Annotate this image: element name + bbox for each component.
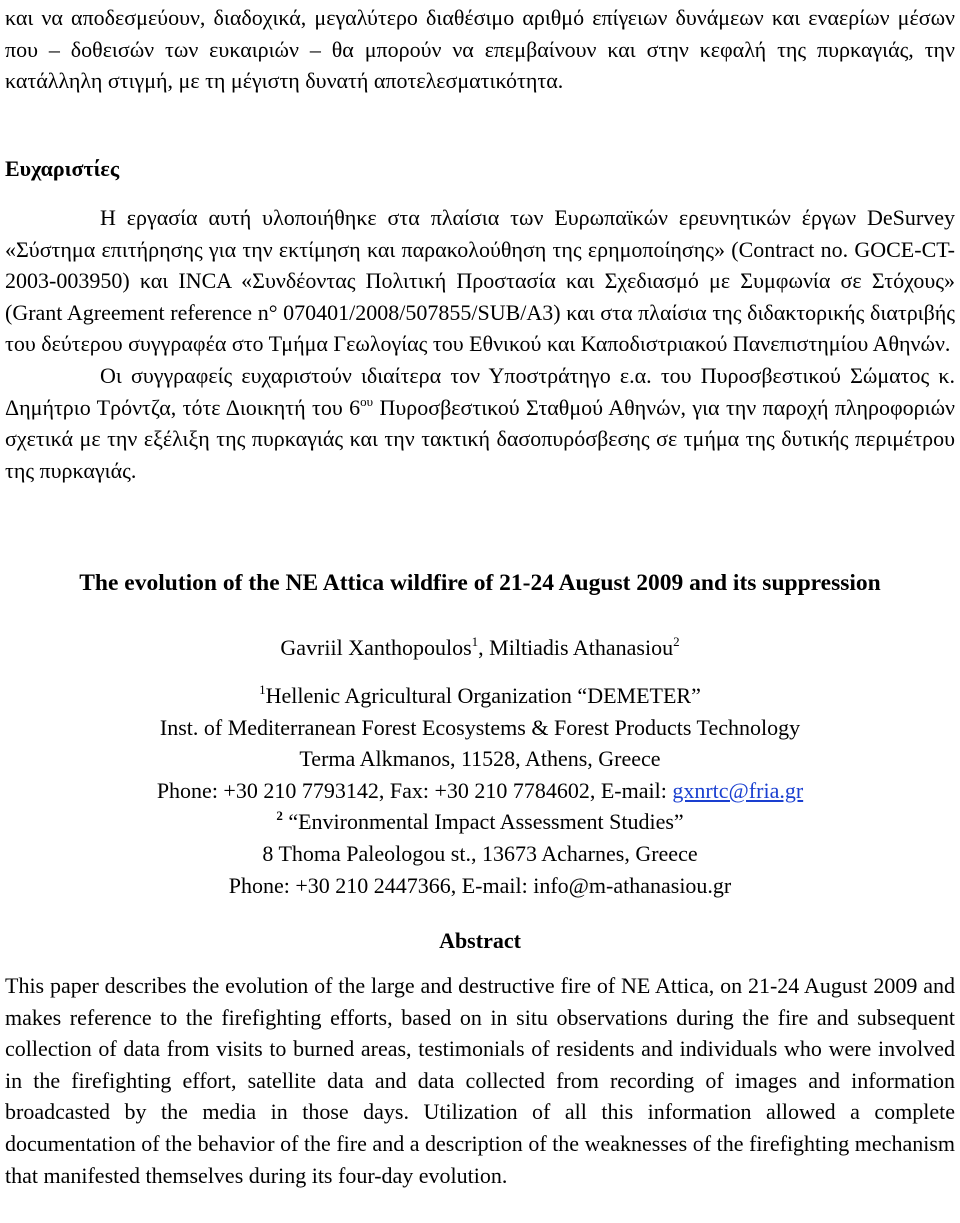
affiliation-1-email-link[interactable]: gxnrtc@fria.gr	[672, 777, 804, 803]
author-separator: ,	[478, 635, 490, 660]
affiliation-1-org	[5, 680, 955, 712]
author-1-sup: 1	[471, 634, 479, 649]
authors	[5, 632, 955, 664]
abstract-paragraph: This paper describes the evolution of the large and destructive fire of NE Attica, on 21-24 August 2009 and makes reference to the firefighting efforts, based on in situ observations during the fire and subsequent collection of data from visits to burned areas, testimonials of residents and individuals who were involved in the firefighting effort, satellite data and data collected from recording of images and information broadcasted by the media in those days. Utilization of all this information allowed a complete documentation of the behavior of the fire and a description of the weaknesses of the firefighting mechanism that manifested themselves during its four-day evolution.	[5, 973, 955, 1188]
affiliation-2-sup: 2	[276, 808, 283, 824]
affiliations-block	[5, 680, 955, 901]
greek-intro-paragraph: και να αποδεσμεύουν, διαδοχικά, μεγαλύτερο διαθέσιμο αριθμό επίγειων δυνάμεων και εναερίων μέσων που – δοθεισών των ευκαιριών – θα μπορούν να επεμβαίνουν και στην κεφαλή της πυρκαγιάς, την κατάλληλη στιγμή, με τη μέγιστη δυνατή αποτελεσματικότητα.	[5, 5, 955, 94]
authors-line	[5, 632, 955, 664]
author-2: Miltiadis Athanasiou	[489, 635, 674, 660]
acknowledgements-paragraph-2	[5, 360, 955, 486]
affiliation-2-address: 8 Thoma Paleologou st., 13673 Acharnes, Greece	[262, 840, 698, 866]
affiliation-2-contact: Phone: +30 210 2447366, E-mail: info@m-athanasiou.gr	[228, 872, 732, 898]
ack-p2-text-end: Πυροσβεστικού Σταθμού Αθηνών, για την παροχή πληροφοριών σχετικά με την εξέλιξη της πυρκαγιάς και την τακτική δασοπυρόσβεσης σε τμήμα της δυτικής περιμέτρου της πυρκαγιάς.	[5, 394, 956, 483]
ack-p2-text-start: Οι συγγραφείς ευχαριστούν ιδιαίτερα τον Υποστράτηγο ε.α. του Πυροσβεστικού Σώματος κ. Δημήτριο Τρόντζα, τότε Διοικητή του 6	[5, 362, 955, 420]
author-2-sup: 2	[673, 634, 680, 649]
affiliation-1-org-text: Hellenic Agricultural Organization “DEMETER”	[265, 683, 701, 708]
acknowledgements-paragraph-1: Η εργασία αυτή υλοποιήθηκε στα πλαίσια των Ευρωπαϊκών ερευνητικών έργων DeSurvey «Σύστημα επιτήρησης για την εκτίμηση και παρακολούθηση της ερημοποίησης» (Contract no. GOCE-CT-2003-003950) και INCA «Συνδέοντας Πολιτική Προστασία και Σχεδιασμό με Συμφωνία σε Στόχους» (Grant Agreement reference n° 070401/2008/507855/SUB/A3) και στα πλαίσια της διδακτορικής διατριβής του δεύτερου συγγραφέα στο Τμήμα Γεωλογίας του Εθνικού και Καποδιστριακού Πανεπιστημίου Αθηνών.	[5, 205, 955, 357]
paper-title: The evolution of the NE Attica wildfire of 21-24 August 2009 and its suppression	[79, 570, 881, 596]
abstract-heading: Abstract	[439, 928, 521, 953]
affiliation-1-address: Terma Alkmanos, 11528, Athens, Greece	[299, 746, 661, 772]
ack-p2-superscript: ου	[360, 393, 374, 409]
affiliation-1-sup: 1	[259, 682, 266, 697]
affiliation-2-org-text: “Environmental Impact Assessment Studies”	[282, 809, 684, 835]
acknowledgements-body	[5, 202, 955, 486]
affiliation-1-contact-text: Phone: +30 210 7793142, Fax: +30 210 7784602, E-mail:	[156, 777, 673, 803]
affiliation-1-institute: Inst. of Mediterranean Forest Ecosystems & Forest Products Technology	[159, 714, 801, 740]
affiliation-2-org	[5, 806, 955, 838]
acknowledgements-heading: Ευχαριστίες	[5, 156, 120, 181]
author-1: Gavriil Xanthopoulos	[280, 635, 472, 660]
affiliation-1-contact	[5, 775, 955, 807]
